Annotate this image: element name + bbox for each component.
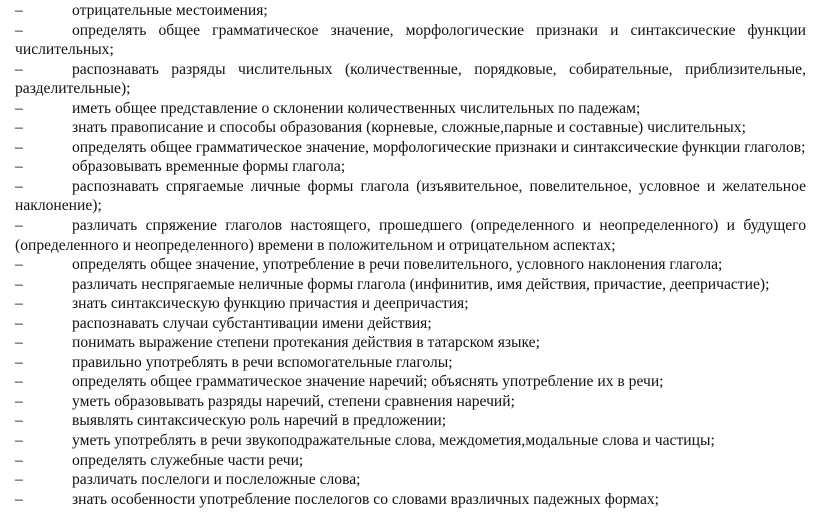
item-text: различать спряжение глаголов настоящего, прошедшего (определенного и неопределенного) и будущего (72, 217, 806, 235)
item-text: различать неспрягаемые неличные формы глагола (инфинитив, имя действия, причастие, деепричастие); (72, 275, 770, 293)
list-item (0, 275, 812, 295)
item-text: определять общее грамматическое значение наречий; объяснять употребление их в речи; (72, 373, 664, 391)
list-item (0, 21, 812, 41)
list-item (0, 118, 812, 138)
list-item (0, 1, 812, 21)
bullet-dash: – (15, 21, 23, 39)
list-item (0, 392, 812, 412)
list-item (0, 255, 812, 275)
item-text: уметь образовывать разряды наречий, степени сравнения наречий; (72, 392, 515, 410)
list-item (0, 470, 812, 490)
list-item (0, 99, 812, 119)
bullet-dash: – (15, 392, 23, 410)
item-text: определять служебные части речи; (72, 451, 304, 469)
list-item (0, 177, 812, 197)
list-item (0, 60, 812, 80)
bullet-dash: – (15, 256, 23, 274)
bullet-dash: – (15, 138, 23, 156)
bullet-dash: – (15, 451, 23, 469)
item-text-continued: наклонение); (15, 197, 102, 215)
bullet-dash: – (15, 177, 23, 195)
bullet-dash: – (15, 158, 23, 176)
item-text: знать синтаксическую функцию причастия и деепричастия; (72, 295, 469, 313)
bullet-dash: – (15, 334, 23, 352)
item-text: иметь общее представление о склонении количественных числительных по падежам; (72, 99, 641, 117)
list-item (0, 490, 812, 510)
bullet-dash: – (15, 295, 23, 313)
list-item (0, 333, 812, 353)
item-text-continued: разделительные); (15, 80, 131, 98)
item-text: распознавать разряды числительных (количественные, порядковые, собирательные, приблизительные, (72, 60, 806, 78)
list-item (0, 314, 812, 334)
bullet-dash: – (15, 2, 23, 19)
list-item (0, 372, 812, 392)
list-item (0, 353, 812, 373)
item-text-continued: числительных; (15, 41, 114, 59)
bullet-dash: – (15, 490, 23, 508)
list-item (0, 294, 812, 314)
bullet-dash: – (15, 314, 23, 332)
item-text-continued: (определенного и неопределенного) времени в положительном и отрицательном аспектах; (15, 236, 616, 254)
bullet-dash: – (15, 471, 23, 489)
item-text: определять общее грамматическое значение, морфологические признаки и синтаксические функции глаголов; (72, 138, 806, 156)
list-item (0, 138, 812, 158)
list-item (0, 431, 812, 451)
bullet-dash: – (15, 275, 23, 293)
item-text: понимать выражение степени протекания действия в татарском языке; (72, 334, 540, 352)
item-text: распознавать спрягаемые личные формы глагола (изъявительное, повелительное, условное и желательное (72, 177, 806, 195)
list-item (0, 411, 812, 431)
list-item-continuation (0, 40, 812, 60)
item-text: определять общее значение, употребление в речи повелительного, условного наклонения глагола; (72, 256, 723, 274)
bullet-dash: – (15, 99, 23, 117)
bullet-dash: – (15, 119, 23, 137)
item-text: выявлять синтаксическую роль наречий в предложении; (72, 412, 447, 430)
item-text: знать правописание и способы образования (корневые, сложные,парные и составные) числительных; (72, 119, 746, 137)
item-text: уметь употреблять в речи звукоподражательные слова, междометия,модальные слова и частицы; (72, 432, 715, 450)
bullet-dash: – (15, 217, 23, 235)
item-text: различать послелоги и послеложные слова; (72, 471, 361, 489)
bullet-dash: – (15, 412, 23, 430)
bullet-dash: – (15, 432, 23, 450)
item-text: образовывать временные формы глагола; (72, 158, 346, 176)
list-item (0, 216, 812, 236)
bullet-dash: – (15, 60, 23, 78)
item-text: отрицательные местоимения; (72, 2, 268, 19)
list-item-continuation (0, 236, 812, 256)
list-item-continuation (0, 196, 812, 216)
item-text: правильно употреблять в речи вспомогательные глаголы; (72, 353, 453, 371)
item-text: знать особенности употребление послелогов со словами вразличных падежных формах; (72, 490, 659, 508)
bullet-dash: – (15, 353, 23, 371)
list-item (0, 451, 812, 471)
item-text: распознавать случаи субстантивации имени действия; (72, 314, 432, 332)
list-item-continuation (0, 79, 812, 99)
bullet-dash: – (15, 373, 23, 391)
list-item (0, 157, 812, 177)
item-text: определять общее грамматическое значение, морфологические признаки и синтаксические функции (72, 21, 806, 39)
